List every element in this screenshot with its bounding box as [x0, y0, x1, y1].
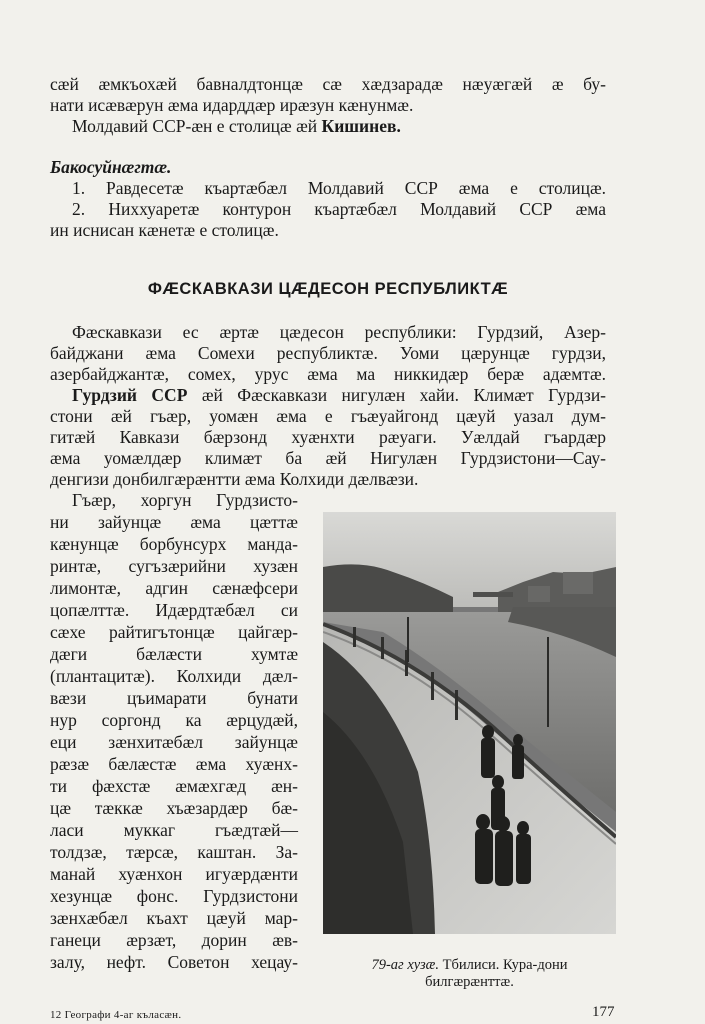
text-line: дæги бæлæсти хумтæ [50, 644, 298, 664]
text-line: нур соргонд ка æрцудæй, [50, 710, 298, 730]
text-line: вæзи цъимарати бунати [50, 688, 298, 708]
text-line: сæхе райтигътонцæ цайгæр- [50, 622, 298, 642]
caption-line [323, 957, 616, 974]
tbilisi-embankment-photo [323, 512, 616, 934]
text-line: сæй æмкъохæй бавналдтонцæ сæ хæдзарадæ нæуæгæй æ бу- [50, 74, 606, 94]
text-line: ни зайунцæ æма цæттæ [50, 512, 298, 532]
figure-number: 79-аг хузæ. [371, 957, 439, 973]
text-line: æма уомæлдæр климæт ба æй Нигулæн Гурдзистони—Сау- [50, 448, 606, 468]
text-line: еци зæнхитæбæл зайунцæ [50, 732, 298, 752]
text-line: лимонтæ, адгин сæнæфсери [50, 578, 298, 598]
capital-prefix: Молдавий ССР-æн е столицæ æй [72, 116, 318, 136]
paragraph-georgia [50, 385, 606, 490]
question-item: 1. Равдесетæ къартæбæл Молдавий ССР æма е столицæ. [72, 178, 606, 198]
column-text [50, 489, 298, 973]
section-heading: ФÆСКАВКАЗИ ЦÆДЕСОН РЕСПУБЛИКТÆ [147, 280, 509, 298]
text-line: (плантацитæ). Колхиди дæл- [50, 666, 298, 686]
text-line: рæзæ бæлæстæ æма хуæнх- [50, 754, 298, 774]
text-line: залу, нефт. Советон хецау- [50, 952, 298, 972]
georgia-ssr-bold: Гурдзий ССР [72, 385, 188, 405]
text-line: хезунцæ фонс. Гурдзистони [50, 886, 298, 906]
text-line: ринтæ, сугъзæрийни хузæн [50, 556, 298, 576]
text-line [50, 385, 606, 406]
capital-name: Кишинев. [321, 116, 401, 136]
questions-block [50, 157, 606, 241]
text-line: ласи муккаг гъæдтæй— [50, 820, 298, 840]
paragraph-republics [50, 322, 606, 385]
text-line: Гъæр, хоргун Гурдзисто- [72, 490, 298, 510]
text-line: ганеци æрзæт, дорин æв- [50, 930, 298, 950]
capital-line [50, 116, 606, 137]
text-line: денгизи донбилгæрæнтти æма Колхиди дæлвæзи. [50, 469, 419, 489]
text-line: стони æй гъæр, уомæн æма е гъæуайгонд цæуй уазал дум- [50, 406, 606, 426]
text-fragment: æй Фæскавкази нигулæн хайи. Климæт Гурдзи- [201, 385, 607, 405]
photo-illustration [323, 512, 616, 934]
questions-title: Бакосуйнæгтæ. [50, 157, 172, 177]
text-line: нати исæвæрун æма идарддæр ирæзун кæнунмæ. [50, 95, 414, 115]
figure-caption [323, 957, 616, 991]
text-line: ти фæхстæ æмæхгæд æн- [50, 776, 298, 796]
page-number: 177 [592, 1004, 615, 1020]
footer-signature: 12 Географи 4-аг къласæн. [50, 1009, 182, 1021]
text-line: азербайджантæ, сомех, урус æма ма никкидæр берæ адæмтæ. [50, 364, 606, 384]
text-line: цæ тæккæ хъæзардæр бæ- [50, 798, 298, 818]
text-line: зæнхæбæл къахт цæуй мар- [50, 908, 298, 928]
text-line: толдзæ, тæрсæ, каштан. За- [50, 842, 298, 862]
intro-paragraph [50, 74, 606, 137]
text-line: байджани æма Сомехи республиктæ. Уоми цæрунцæ гурдзи, [50, 343, 606, 363]
text-line: манай хуæнхон игуæрдæнти [50, 864, 298, 884]
caption-line: билгæрæнттæ. [425, 974, 514, 990]
question-item: 2. Ниххуаретæ контурон къартæбæл Молдавий ССР æма [72, 199, 606, 219]
text-line: Фæскавкази ес æртæ цæдесон республики: Гурдзий, Азер- [72, 322, 606, 342]
text-line: гитæй Кавкази бæрзонд хуæнхти рæуаги. Уæлдай гъардæр [50, 427, 606, 447]
text-line: кæнунцæ борбунсурх манда- [50, 534, 298, 554]
question-item: ин иснисан кæнетæ е столицæ. [50, 220, 279, 240]
text-line: цопæлттæ. Идæрдтæбæл си [50, 600, 298, 620]
caption-text: Тбилиси. Кура-дони [442, 957, 568, 973]
